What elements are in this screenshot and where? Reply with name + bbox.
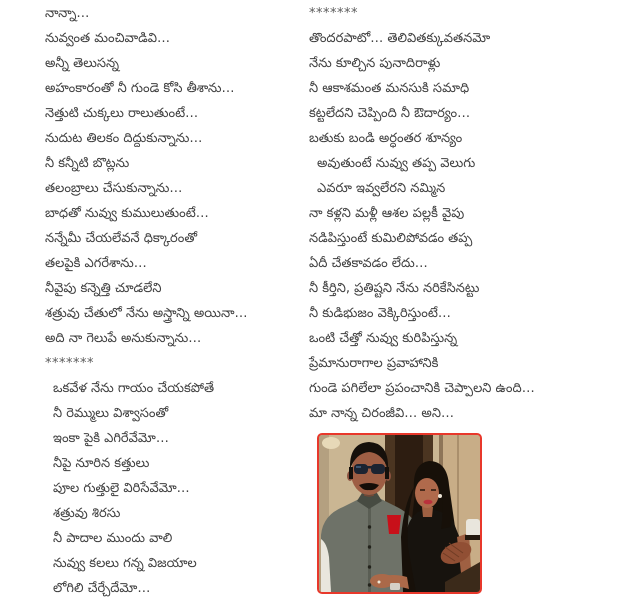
poem-line: అది నా గెలుపే అనుకున్నాను… <box>45 331 202 346</box>
poem-line: గుండె పగిలేలా ప్రపంచానికి చెప్పాలని ఉంది… <box>309 381 535 396</box>
poem-line: నా కళ్లని మళ్లీ ఆశల పల్లకీ వైపు <box>309 206 465 221</box>
poem-line: నీ పాదాల ముందు వాలి <box>53 531 173 546</box>
poem-line: అహంకారంతో నీ గుండె కోసి తీశాను… <box>45 81 235 96</box>
father-daughter-photo <box>317 433 482 594</box>
poem-line: నీపై నూరిన కత్తులు <box>53 456 150 471</box>
poem-line: నీ రెమ్ములు విశ్వాసంతో <box>53 406 169 421</box>
vest-button <box>368 565 371 568</box>
poem-line: నేను కూల్చిన పునాదిరాళ్లు <box>309 56 441 71</box>
vest-button <box>368 545 371 548</box>
poem-line: బాధతో నువ్వు కుములుతుంటే… <box>45 206 209 221</box>
sunglasses-lens <box>354 464 368 474</box>
poem-line: నుదుట తిలకం దిద్దుకున్నాను… <box>45 131 203 146</box>
poem-line: పూల గుత్తులై విరిసేవేమో… <box>53 481 190 496</box>
ring <box>378 581 381 584</box>
man-sideburn <box>385 467 389 479</box>
poem-line: ఇంకా పైకి ఎగిరేవేమో… <box>53 431 169 446</box>
poem-line: నీవైపు కన్నెత్తి చూడలేని <box>45 281 162 296</box>
poem-line: నెత్తుటి చుక్కలు రాలుతుంటే… <box>45 106 199 121</box>
poem-line: నువ్వు కలలు గన్న విజయాల <box>53 556 197 571</box>
poem-line: తలపైకి ఎగరేశాను… <box>45 256 147 271</box>
poem-line: నీ కుడిభుజం వెక్కిరిస్తుంటే… <box>309 306 451 321</box>
poem-line: ఎవరూ ఇవ్వలేరని నమ్మిన <box>317 181 446 196</box>
poem-line: అన్నీ తెలుసన్న <box>45 56 120 71</box>
poem-line: శత్రువు శిరసు <box>53 506 121 521</box>
poem-line: లోగిలి చేర్చేదేమో… <box>53 581 151 596</box>
poem-right-column <box>309 1 535 426</box>
poem-line: నీ కీర్తిని, ప్రతిష్టని నేను నరికేసినట్టు <box>309 281 480 296</box>
earring <box>438 494 442 498</box>
photo-illustration <box>319 435 480 592</box>
vest-button <box>368 525 371 528</box>
poem-line: నాన్నా… <box>45 6 90 21</box>
poem-line: నడిపిస్తుంటే కుమిలిపోవడం తప్ప <box>309 231 473 246</box>
poem-line: ప్రేమానురాగాల ప్రవాహానికి <box>309 356 439 371</box>
poem-line: బతుకు బండి అర్ధంతర శూన్యం <box>309 131 463 146</box>
man-sideburn <box>349 467 353 479</box>
watch-band <box>465 535 480 540</box>
stanza-separator: ******* <box>45 356 94 371</box>
sunglasses-bridge <box>365 466 374 469</box>
wall-light <box>322 437 340 449</box>
shirt-cuff <box>466 519 480 537</box>
poem-line: నీ కన్నీటి బొట్లను <box>45 156 130 171</box>
poem-left-column <box>45 1 247 601</box>
wrist-watch <box>390 583 400 590</box>
poem-line: ఒకవేళ నేను గాయం చేయకపోతే <box>53 381 215 396</box>
poem-line: ఏదీ చేతకావడం లేదు… <box>309 256 428 271</box>
stanza-separator: ******* <box>309 6 358 21</box>
poem-line: నువ్వంత మంచివాడివి… <box>45 31 171 46</box>
sunglasses-lens <box>371 464 385 474</box>
poem-line: మా నాన్న చిరంజీవి… అని… <box>309 406 454 421</box>
lens-highlight <box>356 466 361 468</box>
woman-neck <box>422 507 433 517</box>
poem-line: నన్నేమీ చేయలేవనే ధిక్కారంతో <box>45 231 198 246</box>
poem-line: ఒంటి చేత్తో నువ్వు కురిపిస్తున్న <box>309 331 458 346</box>
poem-line: తలంబ్రాలు చేసుకున్నాను… <box>45 181 183 196</box>
poem-line: కట్టలేదని చెప్పింది నీ ఔదార్యం… <box>309 106 471 121</box>
poem-line: నీ ఆకాశమంత మనసుకి సమాధి <box>309 81 470 96</box>
poem-line: తొందరపాటో… తెలివితక్కువతనమో <box>309 31 491 46</box>
vest-button <box>368 583 371 586</box>
poem-line: శత్రువు చేతులో నేను అస్త్రాన్ని అయినా… <box>45 306 248 321</box>
woman-lips <box>424 500 433 505</box>
poem-line: అవుతుంటే నువ్వు తప్ప వెలుగు <box>317 156 476 171</box>
pocket-square <box>387 515 401 534</box>
